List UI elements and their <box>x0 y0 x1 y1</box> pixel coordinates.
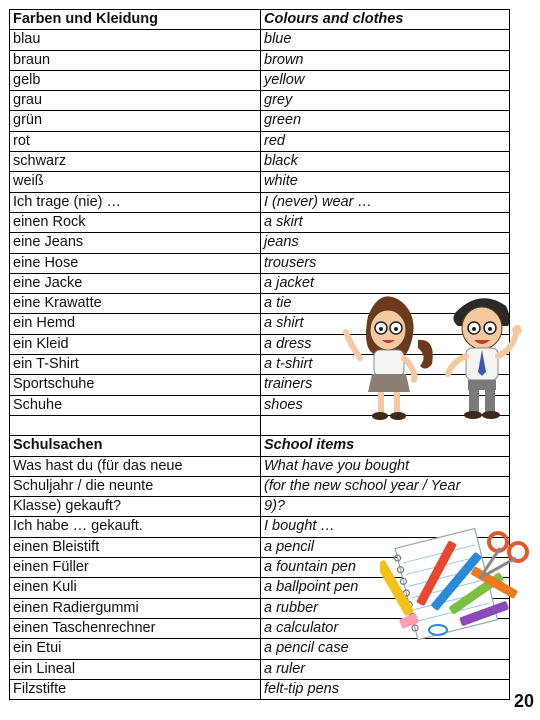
english-word: grey <box>261 91 510 111</box>
table-row <box>10 456 510 476</box>
english-word: green <box>261 111 510 131</box>
table-row <box>10 659 510 679</box>
english-word: a ruler <box>261 659 510 679</box>
english-word: felt-tip pens <box>261 679 510 699</box>
german-word: grün <box>10 111 261 131</box>
table-row <box>10 679 510 699</box>
table-row <box>10 192 510 212</box>
german-word: einen Bleistift <box>10 537 261 557</box>
german-word: Ich habe … gekauft. <box>10 517 261 537</box>
english-word: red <box>261 131 510 151</box>
english-word: a pencil <box>261 537 510 557</box>
english-word: a t-shirt <box>261 355 510 375</box>
table-row <box>10 111 510 131</box>
table-row <box>10 497 510 517</box>
german-word: ein Kleid <box>10 334 261 354</box>
english-word: white <box>261 172 510 192</box>
german-word: eine Krawatte <box>10 294 261 314</box>
german-question-line: Was hast du (für das neue <box>10 456 261 476</box>
german-word: Schuhe <box>10 395 261 415</box>
table-row <box>10 212 510 232</box>
table-row <box>10 91 510 111</box>
english-word: yellow <box>261 70 510 90</box>
english-word: a jacket <box>261 273 510 293</box>
english-word: a calculator <box>261 618 510 638</box>
clothes-header-row <box>10 10 510 30</box>
german-word: ein Lineal <box>10 659 261 679</box>
empty-cell <box>10 415 261 435</box>
german-word: einen Kuli <box>10 578 261 598</box>
english-word: I bought … <box>261 517 510 537</box>
german-word: grau <box>10 91 261 111</box>
german-word: schwarz <box>10 152 261 172</box>
english-word: I (never) wear … <box>261 192 510 212</box>
table-row <box>10 30 510 50</box>
german-word: Sportschuhe <box>10 375 261 395</box>
school-kids-illustration-icon <box>340 288 535 428</box>
table-row <box>10 476 510 496</box>
english-word: jeans <box>261 233 510 253</box>
german-word: einen Taschenrechner <box>10 618 261 638</box>
german-word: weiß <box>10 172 261 192</box>
english-word: blue <box>261 30 510 50</box>
german-word: rot <box>10 131 261 151</box>
table-row <box>10 50 510 70</box>
german-word: eine Hose <box>10 253 261 273</box>
german-word: braun <box>10 50 261 70</box>
english-word: a tie <box>261 294 510 314</box>
german-word: einen Rock <box>10 212 261 232</box>
table-row <box>10 70 510 90</box>
table-row <box>10 233 510 253</box>
school-header-row <box>10 436 510 456</box>
german-word: ein Hemd <box>10 314 261 334</box>
english-word: a pencil case <box>261 639 510 659</box>
german-question-line: Schuljahr / die neunte <box>10 476 261 496</box>
german-word: gelb <box>10 70 261 90</box>
english-word: a ballpoint pen <box>261 578 510 598</box>
english-word: a skirt <box>261 212 510 232</box>
english-word: a rubber <box>261 598 510 618</box>
boy-figure-icon <box>448 298 522 419</box>
girl-figure-icon <box>346 296 433 420</box>
english-word: trainers <box>261 375 510 395</box>
english-word: a dress <box>261 334 510 354</box>
school-header-english: School items <box>261 436 510 456</box>
school-header-german: Schulsachen <box>10 436 261 456</box>
table-row <box>10 131 510 151</box>
clothes-header-english: Colours and clothes <box>261 10 510 30</box>
german-word: ein Etui <box>10 639 261 659</box>
german-word: eine Jeans <box>10 233 261 253</box>
english-word: a fountain pen <box>261 558 510 578</box>
english-word: a shirt <box>261 314 510 334</box>
english-word: brown <box>261 50 510 70</box>
table-row <box>10 152 510 172</box>
english-question-line: 9)? <box>261 497 510 517</box>
english-question-line: (for the new school year / Year <box>261 476 510 496</box>
english-word: black <box>261 152 510 172</box>
german-word: einen Füller <box>10 558 261 578</box>
table-row <box>10 172 510 192</box>
german-word: Filzstifte <box>10 679 261 699</box>
clothes-header-german: Farben und Kleidung <box>10 10 261 30</box>
page-number: 20 <box>513 691 534 711</box>
german-word: einen Radiergummi <box>10 598 261 618</box>
table-row <box>10 253 510 273</box>
english-word: shoes <box>261 395 510 415</box>
german-word: blau <box>10 30 261 50</box>
english-word: trousers <box>261 253 510 273</box>
school-supplies-illustration-icon <box>380 518 540 643</box>
german-question-line: Klasse) gekauft? <box>10 497 261 517</box>
german-word: ein T-Shirt <box>10 355 261 375</box>
german-word: eine Jacke <box>10 273 261 293</box>
german-word: Ich trage (nie) … <box>10 192 261 212</box>
english-question-line: What have you bought <box>261 456 510 476</box>
